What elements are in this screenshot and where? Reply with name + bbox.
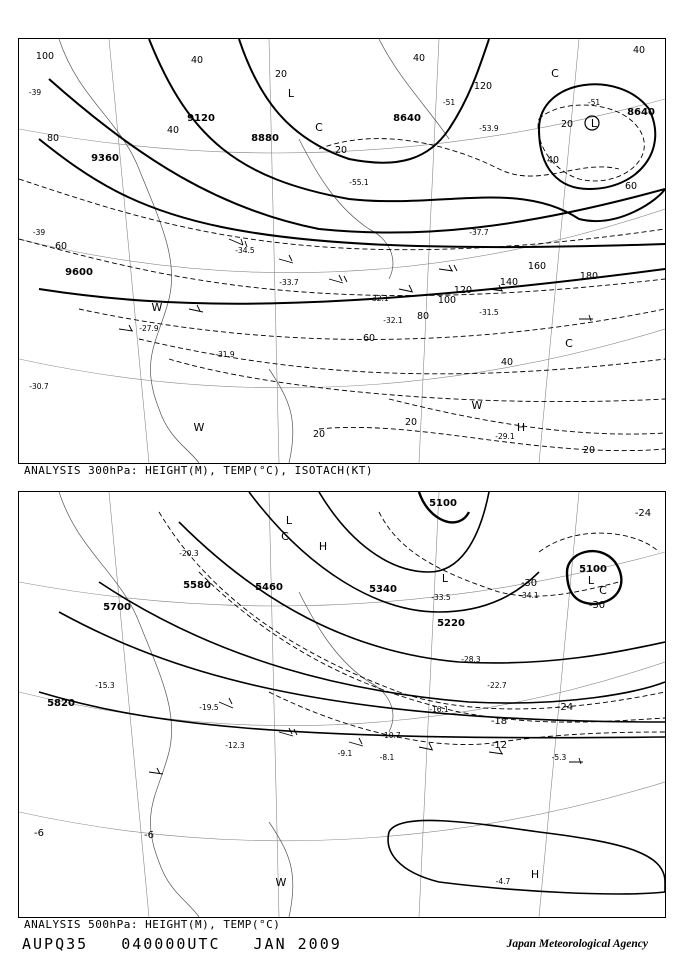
- pressure-center-label: H: [318, 540, 328, 553]
- isotach-label: 40: [190, 55, 204, 66]
- temperature-label: -33.5: [431, 593, 451, 602]
- upper-temperature-labels: [29, 88, 600, 441]
- lower-panel-caption: ANALYSIS 500hPa: HEIGHT(M), TEMP(°C): [24, 918, 281, 931]
- agency-name: Japan Meteorological Agency: [506, 938, 648, 950]
- pressure-center-label: H: [516, 421, 526, 434]
- isotherm-label: -6: [144, 830, 154, 841]
- upper-graticule: [19, 39, 665, 463]
- height-contour-label: 5220: [437, 618, 465, 629]
- pressure-center-label: W: [193, 421, 205, 434]
- isotach-label: 20: [582, 445, 596, 456]
- valid-time: 040000UTC: [121, 935, 221, 953]
- lower-height-lines: [39, 492, 665, 894]
- isotach-label: 40: [632, 45, 646, 56]
- isotach-label: 80: [416, 311, 430, 322]
- temperature-label: -39: [28, 88, 42, 97]
- height-contour-label: 5580: [183, 580, 211, 591]
- upper-pressure-centers: [151, 67, 601, 434]
- upper-height-labels: [65, 107, 655, 278]
- isotach-label: 160: [527, 261, 547, 272]
- temperature-label: -31.5: [479, 308, 499, 317]
- temperature-label: -20.3: [179, 549, 199, 558]
- isotach-label: 120: [473, 81, 493, 92]
- pressure-center-label: C: [565, 337, 573, 350]
- lower-map-drawing: [19, 492, 665, 917]
- isotach-label: 60: [362, 333, 376, 344]
- height-contour-label: 9360: [91, 153, 119, 164]
- isotherm-label: -30: [588, 600, 606, 611]
- isotach-label: 40: [546, 155, 560, 166]
- temperature-label: -51: [442, 98, 456, 107]
- isotach-label: 180: [579, 271, 599, 282]
- temperature-label: -4.7: [495, 877, 511, 886]
- height-contour-label: 5100: [579, 564, 607, 575]
- upper-isotach-labels: [36, 45, 645, 456]
- height-contour-label: 9600: [65, 267, 93, 278]
- height-contour-label: 5100: [429, 498, 457, 509]
- upper-panel-caption: ANALYSIS 300hPa: HEIGHT(M), TEMP(°C), ISOTACH(KT): [24, 464, 374, 477]
- pressure-center-label: L: [441, 572, 449, 585]
- height-contour-label: 9120: [187, 113, 215, 124]
- isotach-label: 80: [46, 133, 60, 144]
- lower-map-500hpa: [18, 491, 666, 918]
- isotherm-label: -24: [556, 702, 574, 713]
- pressure-center-label: H: [530, 868, 540, 881]
- pressure-center-label: L: [285, 514, 293, 527]
- isotach-label: 20: [334, 145, 348, 156]
- temperature-label: -15.3: [95, 681, 115, 690]
- isotach-label: 120: [453, 285, 473, 296]
- lower-isotherm-lines: [159, 512, 665, 745]
- month-year: JAN 2009: [253, 935, 342, 953]
- temperature-label: -34.5: [235, 246, 255, 255]
- height-contour-label: 8880: [251, 133, 279, 144]
- isotach-label: 20: [560, 119, 574, 130]
- height-contour-label: 5460: [255, 582, 283, 593]
- chart-code: AUPQ35: [22, 935, 89, 953]
- temperature-label: -10.7: [381, 731, 401, 740]
- upper-height-lines: [39, 39, 665, 304]
- temperature-label: -51: [587, 98, 601, 107]
- pressure-center-label: C: [599, 584, 607, 597]
- temperature-label: -12.3: [225, 741, 245, 750]
- isotach-label: 60: [54, 241, 68, 252]
- temperature-label: -32.1: [369, 294, 389, 303]
- isotach-label: 100: [35, 51, 55, 62]
- isotherm-label: -18: [490, 716, 508, 727]
- temperature-label: -5.3: [551, 753, 567, 762]
- isotherm-label: -30: [520, 578, 538, 589]
- temperature-label: -19.5: [199, 703, 219, 712]
- temperature-label: -22.7: [487, 681, 507, 690]
- isotach-label: 20: [404, 417, 418, 428]
- temperature-label: -8.1: [379, 753, 395, 762]
- isotach-label: 40: [166, 125, 180, 136]
- isotherm-label: -6: [34, 828, 44, 839]
- chart-footer-code: [22, 935, 364, 953]
- pressure-center-label: C: [315, 121, 323, 134]
- temperature-label: -37.7: [469, 228, 489, 237]
- isotach-label: 20: [312, 429, 326, 440]
- isotach-label: 100: [437, 295, 457, 306]
- temperature-label: -9.1: [337, 749, 353, 758]
- pressure-center-label: L: [587, 574, 595, 587]
- temperature-label: -33.7: [279, 278, 299, 287]
- pressure-center-label: L: [590, 117, 598, 130]
- height-contour-label: 8640: [627, 107, 655, 118]
- pressure-center-label: W: [275, 876, 287, 889]
- height-contour-label: 5340: [369, 584, 397, 595]
- temperature-label: -30.7: [29, 382, 49, 391]
- temperature-label: -29.1: [495, 432, 515, 441]
- pressure-center-label: W: [151, 301, 163, 314]
- lower-isotherm-labels: [34, 508, 651, 841]
- isotach-label: 40: [412, 53, 426, 64]
- pressure-center-label: L: [287, 87, 295, 100]
- temperature-label: -16.1: [429, 705, 449, 714]
- temperature-label: -39: [32, 228, 46, 237]
- upper-map-300hpa: [18, 38, 666, 464]
- height-contour-label: 8640: [393, 113, 421, 124]
- isotach-label: 40: [500, 357, 514, 368]
- temperature-label: -32.1: [383, 316, 403, 325]
- lower-height-labels: [47, 498, 607, 709]
- upper-map-drawing: [19, 39, 665, 463]
- isotherm-label: -12: [490, 740, 508, 751]
- isotach-label: 60: [624, 181, 638, 192]
- height-contour-label: 5820: [47, 698, 75, 709]
- height-contour-label: 5700: [103, 602, 131, 613]
- temperature-label: -27.9: [139, 324, 159, 333]
- temperature-label: -53.9: [479, 124, 499, 133]
- temperature-label: -31.9: [215, 350, 235, 359]
- temperature-label: -55.1: [349, 178, 369, 187]
- pressure-center-label: W: [471, 399, 483, 412]
- isotherm-label: -24: [634, 508, 652, 519]
- pressure-center-label: C: [551, 67, 559, 80]
- temperature-label: -28.3: [461, 655, 481, 664]
- isotach-label: 140: [499, 277, 519, 288]
- pressure-center-label: C: [281, 530, 289, 543]
- isotach-label: 20: [274, 69, 288, 80]
- temperature-label: -34.1: [519, 591, 539, 600]
